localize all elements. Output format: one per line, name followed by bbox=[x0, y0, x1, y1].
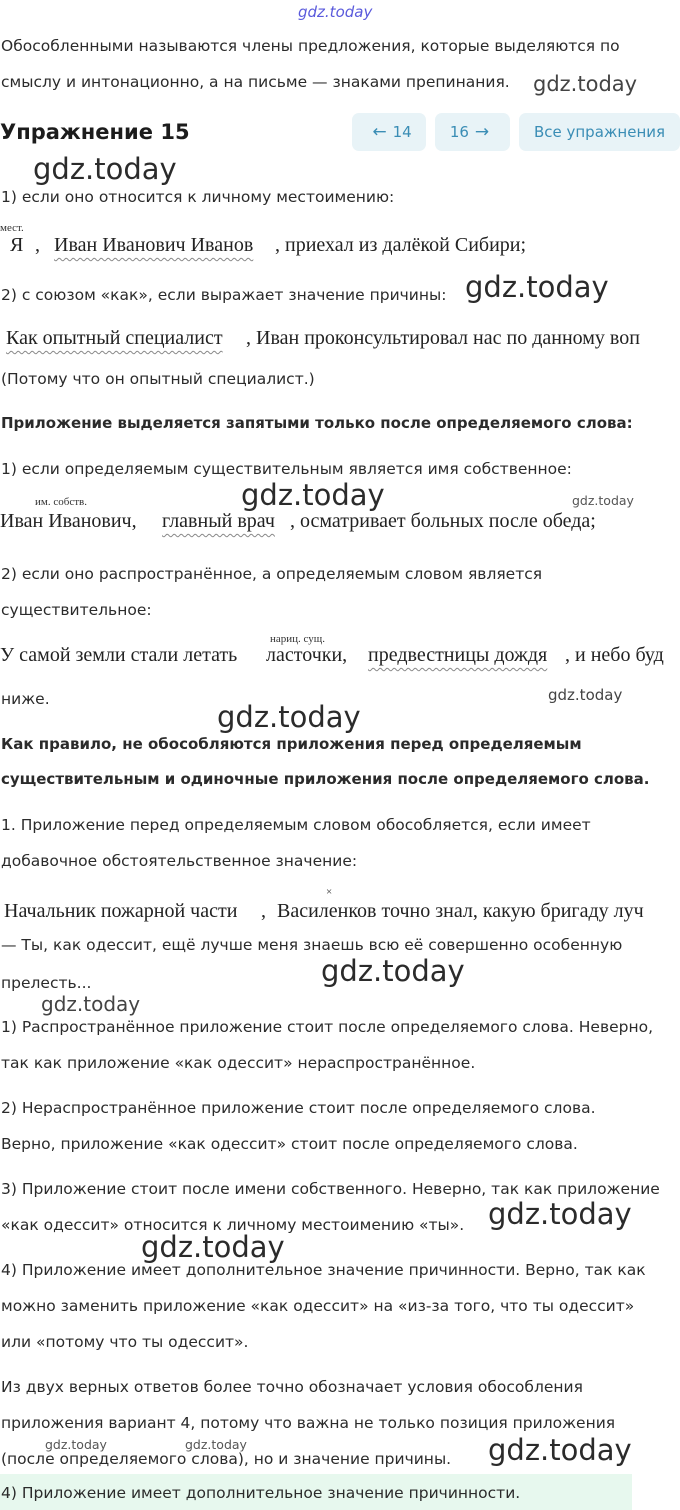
conclusion-line-1: Из двух верных ответов более точно обозначает условия обособления bbox=[1, 1378, 583, 1396]
watermark: gdz.today bbox=[488, 1197, 632, 1231]
watermark: gdz.today bbox=[45, 1437, 107, 1452]
rule-5-line-2: добавочное обстоятельственное значение: bbox=[1, 852, 358, 870]
option-1-line-1: 1) Распространённое приложение стоит после определяемого слова. Неверно, bbox=[1, 1018, 653, 1036]
rule-2: 2) с союзом «как», если выражает значение причины: bbox=[1, 286, 447, 304]
rule-heading-3-line-1: Как правило, не обособляются приложения перед определяемым bbox=[1, 735, 582, 753]
example-4-a: У самой земли стали летать bbox=[0, 644, 238, 666]
example-5-a: Начальник пожарной части bbox=[4, 900, 238, 922]
watermark: gdz.today bbox=[548, 686, 623, 704]
example-2-rest: , Иван проконсультировал нас по данному воп bbox=[246, 327, 640, 349]
example-3-rest: , осматривает больных после обеда; bbox=[290, 510, 596, 532]
watermark: gdz.today bbox=[572, 493, 634, 508]
intro-line-1: Обособленными называются члены предложения, которые выделяются по bbox=[1, 37, 620, 55]
rule-5-line-1: 1. Приложение перед определяемым словом обособляется, если имеет bbox=[1, 816, 591, 834]
option-3-line-1: 3) Приложение стоит после имени собственного. Неверно, так как приложение bbox=[1, 1180, 660, 1198]
exercise-title: Упражнение 15 bbox=[0, 120, 190, 144]
top-watermark: gdz.today bbox=[298, 3, 373, 21]
watermark: gdz.today bbox=[241, 478, 385, 512]
conclusion-line-2: приложения вариант 4, потому что важна не только позиция приложения bbox=[1, 1414, 616, 1432]
example-2-apposition: Как опытный специалист bbox=[6, 327, 223, 349]
example-1-apposition: Иван Иванович Иванов bbox=[54, 234, 254, 256]
all-exercises-label: Все упражнения bbox=[533, 123, 666, 141]
example-4-rest: , и небо буд bbox=[565, 644, 664, 666]
option-4-line-1: 4) Приложение имеет дополнительное значение причинности. Верно, так как bbox=[1, 1261, 646, 1279]
rule-3: 1) если определяемым существительным является имя собственное: bbox=[1, 460, 572, 478]
answer-text: 4) Приложение имеет дополнительное значение причинности. bbox=[1, 1484, 521, 1502]
watermark: gdz.today bbox=[465, 270, 609, 304]
example-3-apposition: главный врач bbox=[162, 510, 275, 532]
watermark: gdz.today bbox=[217, 700, 361, 734]
rule-heading-3-line-2: существительным и одиночные приложения после определяемого слова. bbox=[1, 770, 650, 788]
example-5-rest: Василенков точно знал, какую бригаду луч bbox=[277, 900, 644, 922]
arrow-left-icon: ← bbox=[372, 122, 387, 142]
prev-exercise-button[interactable] bbox=[352, 113, 426, 151]
rule-4-line-2: существительное: bbox=[1, 601, 152, 619]
example-4-noun: ласточки, bbox=[266, 644, 348, 666]
watermark: gdz.today bbox=[41, 992, 141, 1016]
option-3-line-2: «как одессит» относится к личному местоимению «ты». bbox=[1, 1216, 465, 1234]
watermark: gdz.today bbox=[141, 1230, 285, 1264]
next-exercise-button[interactable] bbox=[435, 113, 510, 151]
example-5-comma: , bbox=[261, 900, 266, 922]
grammar-mark: нариц. сущ. bbox=[270, 633, 325, 645]
intro-line-2: смыслу и интонационно, а на письме — знаками препинания. bbox=[1, 73, 510, 91]
quote-line-2: прелесть... bbox=[1, 974, 92, 992]
watermark: gdz.today bbox=[533, 72, 638, 96]
option-2-line-1: 2) Нераспространённое приложение стоит после определяемого слова. bbox=[1, 1099, 596, 1117]
example-1-rest: , приехал из далёкой Сибири; bbox=[275, 234, 527, 256]
next-exercise-label: 16 bbox=[449, 123, 469, 141]
all-exercises-button[interactable] bbox=[519, 113, 680, 151]
example-4-tail: ниже. bbox=[1, 690, 50, 708]
quote-line-1: — Ты, как одессит, ещё лучше меня знаешь всю её совершенно особенную bbox=[1, 936, 623, 954]
example-3-a: Иван Иванович, bbox=[0, 510, 137, 532]
rule-1: 1) если оно относится к личному местоимению: bbox=[1, 188, 395, 206]
option-4-line-2: можно заменить приложение «как одессит» на «из-за того, что ты одессит» bbox=[1, 1297, 635, 1315]
rule-heading-2: Приложение выделяется запятыми только после определяемого слова: bbox=[1, 414, 633, 432]
grammar-mark: мест. bbox=[0, 222, 24, 234]
watermark: gdz.today bbox=[488, 1433, 632, 1467]
example-1-comma: , bbox=[35, 234, 40, 256]
example-1-a: Я bbox=[10, 234, 24, 256]
option-1-line-2: так как приложение «как одессит» нераспространённое. bbox=[1, 1054, 476, 1072]
rule-4-line-1: 2) если оно распространённое, а определяемым словом является bbox=[1, 565, 543, 583]
watermark: gdz.today bbox=[321, 954, 465, 988]
arrow-right-icon: → bbox=[474, 122, 490, 142]
grammar-mark: им. собств. bbox=[35, 496, 87, 508]
example-2-note: (Потому что он опытный специалист.) bbox=[1, 370, 315, 388]
option-2-line-2: Верно, приложение «как одессит» стоит после определяемого слова. bbox=[1, 1135, 578, 1153]
example-4-apposition: предвестницы дождя bbox=[368, 644, 548, 666]
prev-exercise-label: 14 bbox=[392, 123, 412, 141]
option-4-line-3: или «потому что ты одессит». bbox=[1, 1333, 249, 1351]
watermark: gdz.today bbox=[185, 1437, 247, 1452]
cross-mark: × bbox=[326, 886, 333, 898]
conclusion-line-3: (после определяемого слова), но и значение причины. bbox=[1, 1450, 452, 1468]
watermark: gdz.today bbox=[33, 152, 177, 186]
